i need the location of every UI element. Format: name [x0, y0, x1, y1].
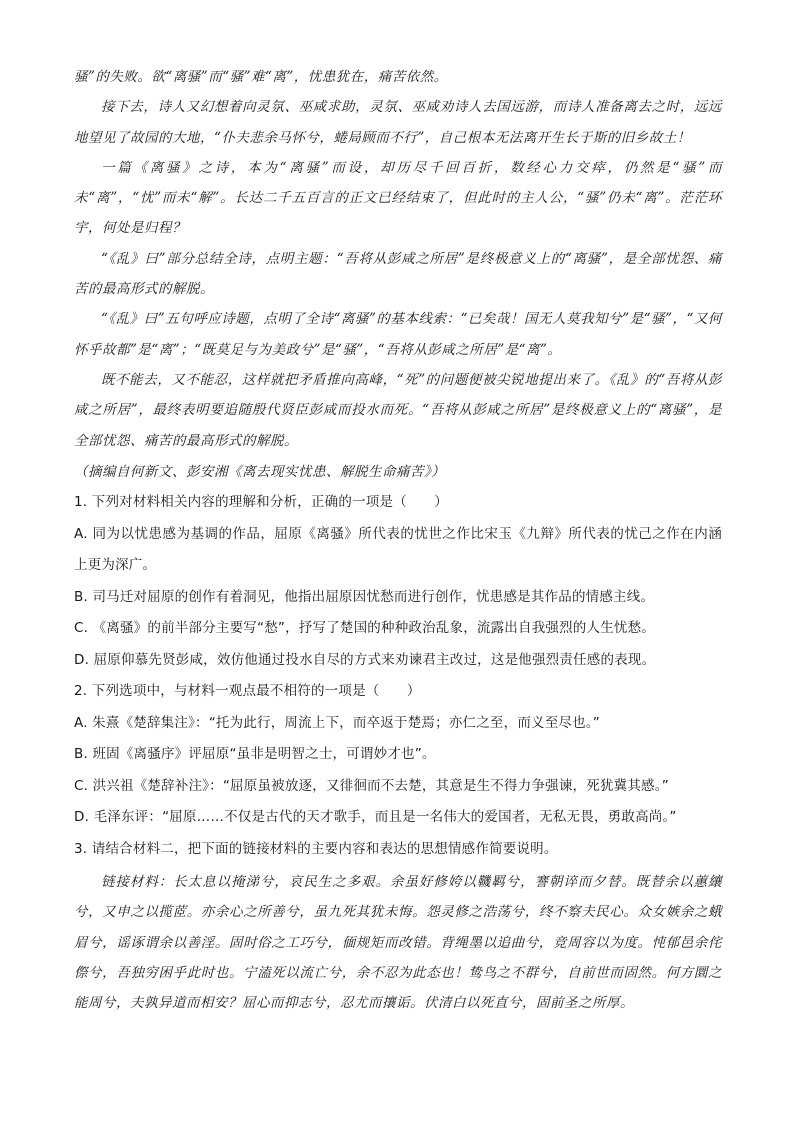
passage-paragraph: 骚”的失败。欲“离骚”而“骚”难“离”，忧患犹在，痛苦依然。 — [74, 69, 448, 85]
passage-paragraph: “《乱》曰”部分总结全诗，点明主题：“吾将从彭咸之所居”是终极意义上的“离骚”，是全部忧怨、痛苦的最高形式的解脱。 — [74, 250, 722, 298]
question-2-option-b: B. 班固《离骚序》评屈原“虽非是明智之士，可谓妙才也”。 — [74, 746, 436, 763]
question-2-option-a: A. 朱熹《楚辞集注》：“托为此行，周流上下，而卒返于楚焉；亦仁之至，而义至尽也。” — [74, 714, 600, 731]
question-2-option-d: D. 毛泽东评：“屈原……不仅是古代的天才歌手，而且是一名伟大的爱国者，无私无畏，勇敢高尚。” — [74, 809, 677, 826]
question-1-option-b: B. 司马迁对屈原的创作有着洞见，他指出屈原因忧愁而进行创作，忧患感是其作品的情感主线。 — [74, 588, 655, 605]
question-3-stem: 3. 请结合材料二，把下面的链接材料的主要内容和表达的思想情感作简要说明。 — [74, 840, 558, 857]
question-2-stem: 2. 下列选项中，与材料一观点最不相符的一项是（ ） — [74, 683, 421, 700]
passage-paragraph: 接下去，诗人又幻想着向灵氛、巫咸求助，灵氛、巫咸劝诗人去国远游，而诗人准备离去之时，远远地望见了故园的大地，“仆夫悲余马怀兮，蜷局顾而不行”，自己根本无法离开生长于斯的旧乡故土！ — [74, 99, 722, 146]
question-1-option-d: D. 屈原仰慕先贤彭咸，效仿他通过投水自尽的方式来劝谏君主改过，这是他强烈责任感的表现。 — [74, 651, 656, 668]
question-1-option-c: C. 《离骚》的前半部分主要写“愁”，抒写了楚国的种种政治乱象，流露出自我强烈的人生忧愁。 — [74, 620, 655, 637]
passage-paragraph: “《乱》曰”五句呼应诗题，点明了全诗“离骚”的基本线索：“已矣哉！国无人莫我知兮”是“骚”，“又何怀乎故都”是“离”；“既莫足与为美政兮”是“骚”，“吾将从彭咸之所居”是“离”。 — [74, 311, 722, 358]
question-1-option-a: A. 同为以忧患感为基调的作品，屈原《离骚》所代表的忧世之作比宋玉《九辩》所代表的忧己之作在内涵上更为深广。 — [74, 525, 722, 574]
passage-paragraph: 一篇《离骚》之诗，本为“离骚”而设，却历尽千回百折，数经心力交瘁，仍然是“骚”而未“离”，“忧”而未“解”。长达二千五百言的正文已经结束了，但此时的主人公，“骚”仍未“离”。茫茫环宇，何处是归程？ — [74, 159, 722, 237]
link-material: 链接材料：长太息以掩涕兮，哀民生之多艰。余虽好修姱以鞿羁兮，謇朝谇而夕替。既替余以蕙纕兮，又申之以揽茝。亦余心之所善兮，虽九死其犹未悔。怨灵修之浩荡兮，终不察夫民心。众女嫉余之蛾眉兮，谣诼谓余以善淫。固时俗之工巧兮，偭规矩而改错。背绳墨以追曲兮，竞周容以为度。忳郁邑余侘傺兮，吾独穷困乎此时也。宁溘死以流亡兮，余不忍为此态也！鸷鸟之不群兮，自前世而固然。何方圜之能周兮，夫孰异道而相安？屈心而抑志兮，忍尤而攘诟。伏清白以死直兮，固前圣之所厚。 — [74, 874, 722, 1012]
passage-source: （摘编自何新文、彭安湘《离去现实忧患、解脱生命痛苦》） — [74, 463, 446, 480]
document-page — [74, 62, 722, 1019]
question-2-option-c: C. 洪兴祖《楚辞补注》：“屈原虽被放逐，又徘徊而不去楚，其意是生不得力争强谏，死犹冀其感。” — [74, 777, 669, 794]
question-1-stem: 1. 下列对材料相关内容的理解和分析，正确的一项是（ ） — [74, 494, 448, 511]
passage-paragraph: 既不能去，又不能忍，这样就把矛盾推向高峰，“死”的问题便被尖锐地提出来了。《乱》的“吾将从彭咸之所居”，最终表明要追随殷代贤臣彭咸而投水而死。“吾将从彭咸之所居”是终极意义上的“离骚”，是全部忧怨、痛苦的最高形式的解脱。 — [74, 371, 722, 449]
